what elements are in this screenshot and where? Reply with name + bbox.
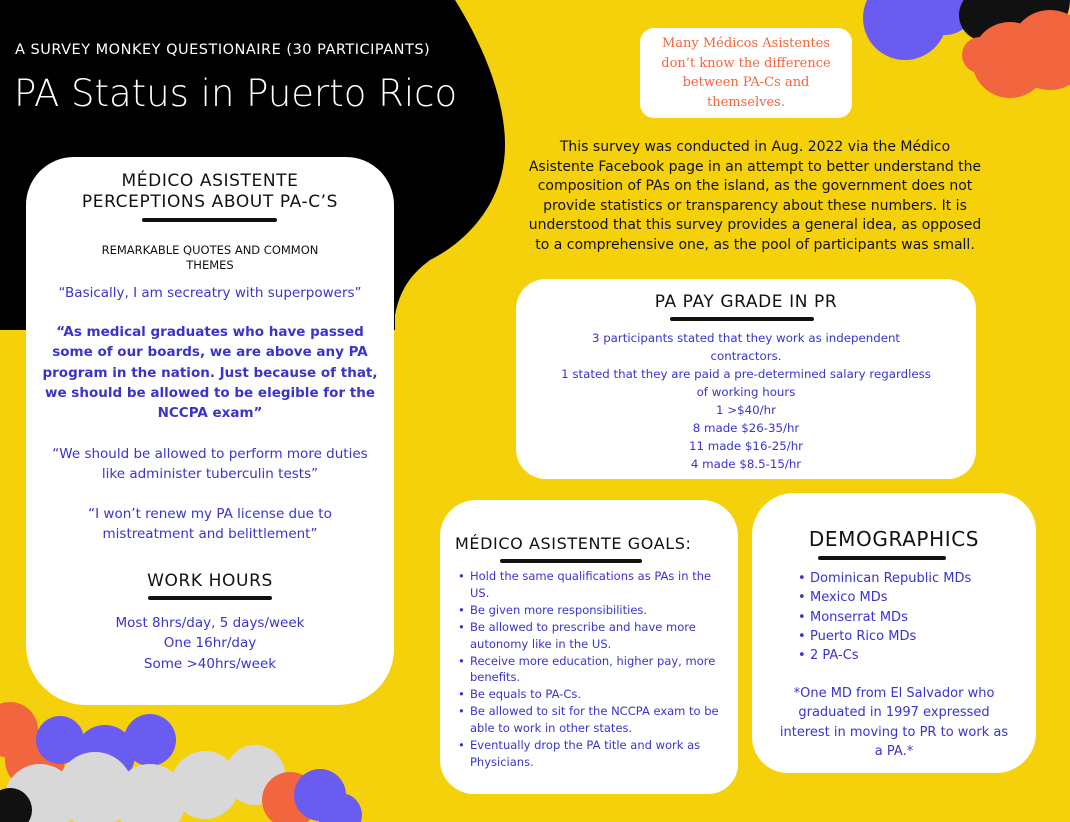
quote-4 [26, 504, 394, 545]
pay-heading-underline [670, 317, 814, 321]
pay-grade-card [516, 279, 976, 479]
demographics-note-line: interest in moving to PR to work as [779, 724, 1009, 740]
quote-2-line: we should be allowed to be elegible for the [44, 384, 376, 401]
perceptions-card [26, 157, 394, 705]
demographics-list [798, 569, 1028, 665]
intro-line: understood that this survey provides a general idea, as opposed [528, 217, 982, 234]
pay-line: 4 made $8.5-15/hr [690, 457, 802, 471]
intro-paragraph [516, 138, 994, 256]
demographics-note-line: a PA.* [874, 743, 914, 759]
goal-text: Eventually drop the PA title and work as [470, 738, 701, 753]
goal-text: Hold the same qualifications as PAs in the [470, 569, 712, 583]
pay-line: 11 made $16-25/hr [688, 439, 804, 453]
demographics-heading-underline [818, 556, 946, 560]
callout-text [640, 34, 852, 112]
intro-line: This survey was conducted in Aug. 2022 via the Médico [559, 139, 951, 155]
goal-item [458, 568, 730, 602]
perceptions-heading [26, 171, 394, 213]
demographic-item: • Monserrat MDs [798, 608, 1028, 627]
quote-2-line: “As medical graduates who have passed [56, 324, 364, 340]
goal-text: Be allowed to prescribe and have more [470, 619, 696, 634]
demographic-item: • Dominican Republic MDs [798, 569, 1028, 588]
quotes-subheading [26, 243, 394, 273]
quote-3 [26, 444, 394, 485]
goal-item [458, 703, 730, 737]
goal-item [458, 653, 730, 687]
quote-2 [26, 322, 394, 423]
goal-text: able to work in other states. [470, 721, 633, 736]
goal-text: benefits. [470, 670, 521, 685]
pay-line: 1 stated that they are paid a pre-determined salary regardless [561, 367, 931, 381]
goal-text: Be equals to PA-Cs. [470, 687, 582, 702]
goals-heading-underline [500, 559, 642, 563]
goal-text: Receive more education, higher pay, more [470, 653, 716, 668]
goals-heading: MÉDICO ASISTENTE GOALS: [455, 534, 692, 553]
pay-line: of working hours [696, 385, 796, 399]
demographics-note-line: graduated in 1997 expressed [798, 705, 990, 721]
goals-list [458, 568, 730, 771]
goal-text: Be allowed to sit for the NCCPA exam to be [470, 704, 719, 719]
survey-subtitle: A SURVEY MONKEY QUESTIONAIRE (30 PARTICIPANTS) [15, 42, 431, 58]
quote-4-line: “I won’t renew my PA license due to [88, 506, 332, 522]
demographics-heading: DEMOGRAPHICS [808, 527, 980, 551]
demographics-card [752, 493, 1036, 773]
goal-item [458, 619, 730, 653]
pay-line: 3 participants stated that they work as independent [591, 331, 901, 345]
heading-underline [142, 218, 277, 222]
quotes-subheading-line: REMARKABLE QUOTES AND COMMON [101, 243, 319, 257]
goal-text: Be given more responsibilities. [470, 602, 648, 617]
callout-card [640, 28, 852, 118]
quote-2-line: some of our boards, we are above any PA [52, 344, 368, 361]
quote-2-line: NCCPA exam” [157, 405, 263, 422]
top-right-cloud-decoration [863, 0, 1070, 98]
quotes-subheading-line: THEMES [186, 258, 234, 272]
goal-text: Physicians. [470, 754, 534, 769]
bottom-left-cloud-decoration [0, 702, 362, 822]
quote-4-line: mistreatment and belittlement” [102, 526, 318, 543]
quote-2-line: program in the nation. Just because of that, [42, 364, 378, 381]
demographics-note [752, 684, 1036, 761]
quote-3-line: “We should be allowed to perform more duties [52, 446, 368, 462]
work-hours-line: One 16hr/day [163, 635, 257, 652]
callout-line: themselves. [707, 94, 785, 110]
goals-card [440, 500, 738, 794]
goal-item [458, 602, 730, 619]
demographic-item: • 2 PA-Cs [798, 646, 1028, 665]
goal-item [458, 737, 730, 771]
demographic-item: • Puerto Rico MDs [798, 627, 1028, 646]
work-hours-list [26, 613, 394, 674]
intro-line: Asistente Facebook page in an attempt to better understand the [528, 158, 982, 175]
perceptions-heading-line: MÉDICO ASISTENTE [121, 171, 299, 191]
demographic-item: • Mexico MDs [798, 588, 1028, 607]
quote-3-line: like administer tuberculin tests” [101, 466, 319, 483]
goal-text: autonomy like in the US. [470, 636, 612, 651]
callout-line: Many Médicos Asistentes [661, 36, 831, 51]
work-hours-underline [148, 596, 272, 600]
callout-line: between PA-Cs and [682, 75, 810, 91]
intro-line: composition of PAs on the island, as the government does not [537, 178, 973, 195]
work-hours-line: Some >40hrs/week [143, 655, 277, 672]
callout-line: don’t know the difference [661, 55, 831, 71]
pay-details [516, 329, 976, 473]
pay-line: contractors. [710, 349, 782, 363]
goal-item [458, 686, 730, 703]
demographics-note-line: *One MD from El Salvador who [793, 686, 995, 701]
pay-line: 1 >$40/hr [716, 403, 776, 417]
work-hours-line: Most 8hrs/day, 5 days/week [115, 615, 305, 631]
intro-line: to a comprehensive one, as the pool of participants was small. [535, 236, 975, 253]
perceptions-heading-line: PERCEPTIONS ABOUT PA-C’S [81, 192, 339, 212]
work-hours-heading: WORK HOURS [147, 571, 273, 591]
pay-line: 8 made $26-35/hr [692, 421, 800, 435]
page-title: PA Status in Puerto Rico [14, 72, 458, 115]
intro-line: provide statistics or transparency about these numbers. It is [543, 197, 967, 214]
pay-heading: PA PAY GRADE IN PR [654, 292, 838, 312]
quote-1: “Basically, I am secreatry with superpowers” [58, 285, 362, 301]
goal-text: US. [470, 585, 490, 600]
